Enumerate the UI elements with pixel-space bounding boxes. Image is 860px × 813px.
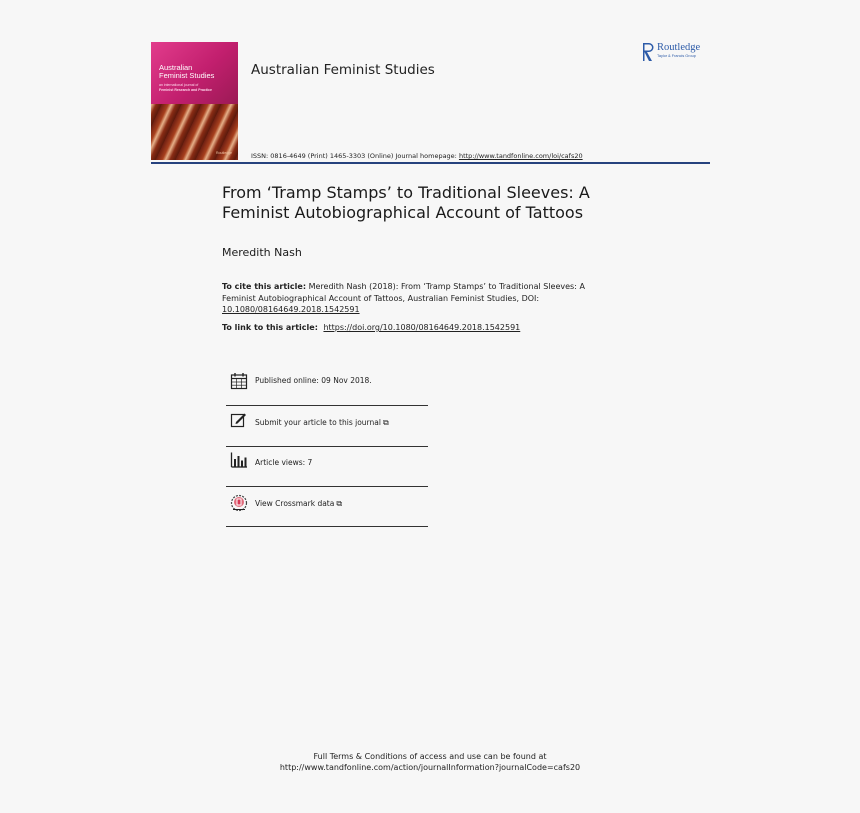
- cover-publisher: Routledge: [216, 151, 232, 155]
- submit-article-link[interactable]: [255, 418, 389, 428]
- article-author: Meredith Nash: [222, 246, 302, 259]
- citation-block: [222, 281, 602, 316]
- article-doi-link[interactable]: https://doi.org/10.1080/08164649.2018.1542591: [323, 323, 521, 332]
- cover-title-line1: Australian: [159, 63, 193, 72]
- crossmark-icon: [230, 494, 248, 512]
- issn-text: ISSN: 0816-4649 (Print) 1465-3303 (Online) Journal homepage:: [251, 152, 457, 160]
- header-rule: [151, 162, 710, 164]
- publisher-logo: [641, 42, 713, 64]
- routledge-r-icon: [641, 42, 655, 62]
- terms-url[interactable]: http://www.tandfonline.com/action/journalInformation?journalCode=cafs20: [279, 763, 581, 772]
- article-views-text: Article views: 7: [255, 458, 313, 467]
- view-crossmark-text: View Crossmark data: [255, 499, 335, 508]
- cover-subtitle-line1: an international journal of: [159, 83, 199, 87]
- calendar-icon: [230, 372, 248, 390]
- journal-cover-image: [151, 42, 238, 160]
- published-row: [226, 362, 428, 402]
- cite-text: Meredith Nash (2018): From ‘Tramp Stamps’ to Traditional Sleeves: A Feminist Autobiographical Account of Tattoos, Australian Feminist Studies, DOI:: [222, 282, 585, 303]
- external-link-icon: ⧉: [382, 418, 389, 427]
- publisher-name: Routledge: [657, 42, 701, 53]
- terms-footer: [0, 751, 860, 773]
- article-title: From ‘Tramp Stamps’ to Traditional Sleeves: A Feminist Autobiographical Account of Tattoos: [222, 183, 590, 222]
- views-row: [226, 446, 428, 486]
- publisher-tagline: Taylor & Francis Group: [657, 54, 696, 58]
- issn-line: [251, 152, 583, 160]
- crossmark-row[interactable]: [226, 486, 428, 526]
- link-block: [222, 323, 520, 332]
- submit-row[interactable]: [226, 405, 428, 445]
- cover-title: [159, 64, 233, 80]
- edit-icon: [230, 411, 248, 429]
- external-link-icon: ⧉: [336, 499, 343, 508]
- cover-title-line2: Feminist Studies: [159, 71, 215, 80]
- terms-text: Full Terms & Conditions of access and use can be found at: [313, 752, 547, 761]
- journal-homepage-link[interactable]: http://www.tandfonline.com/loi/cafs20: [458, 152, 583, 160]
- cover-subtitle-line2: Feminist Research and Practice: [159, 87, 212, 92]
- cite-doi-link[interactable]: 10.1080/08164649.2018.1542591: [222, 305, 360, 314]
- submit-article-text: Submit your article to this journal: [255, 418, 381, 427]
- published-online-text: Published online: 09 Nov 2018.: [255, 376, 372, 385]
- bar-chart-icon: [230, 451, 248, 469]
- journal-name: Australian Feminist Studies: [251, 62, 435, 78]
- row-divider: [226, 526, 428, 527]
- view-crossmark-link[interactable]: [255, 499, 342, 509]
- cite-label: To cite this article:: [222, 282, 307, 291]
- link-label: To link to this article:: [222, 323, 318, 332]
- cover-subtitle: [159, 83, 233, 92]
